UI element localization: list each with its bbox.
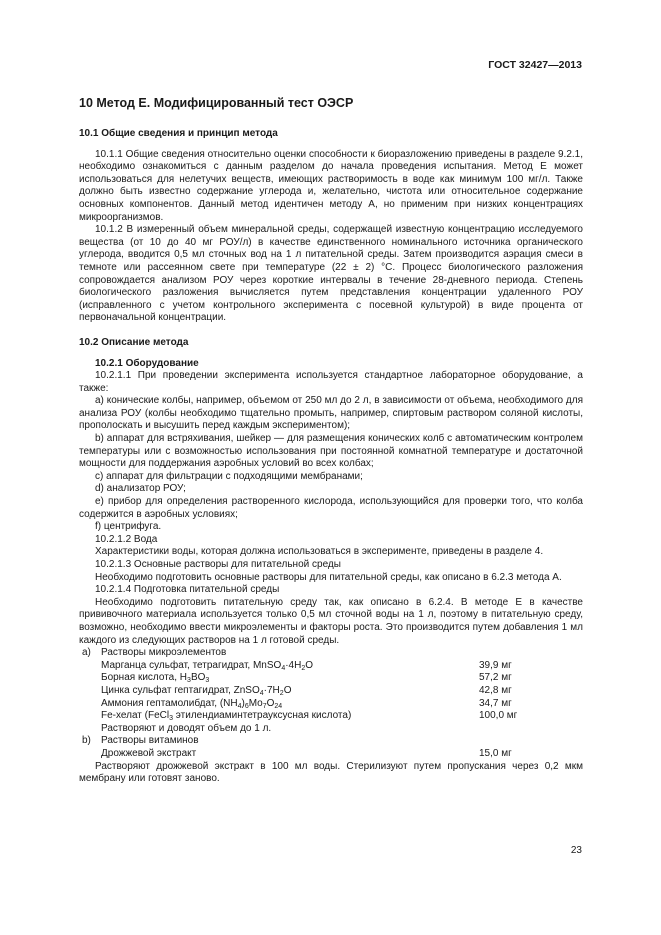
page-number: 23 bbox=[570, 845, 582, 856]
paragraph-prep: Необходимо подготовить питательную среду так, как описано в 6.2.4. В методе Е в качестве прививочного материала используется только 0,5 мл сточной воды на 1 л, поэтому в питательную среду, возможно, необходимо ввести микроэлементы и факторы роста. Это производится путем добавления 1 мл каждого из следующих растворов на 1 л готовой среды. bbox=[79, 596, 583, 646]
group-title: Растворы микроэлементов bbox=[101, 647, 227, 659]
group-title: Растворы витаминов bbox=[101, 735, 199, 747]
paragraph-10-1-2: 10.1.2 В измеренный объем минеральной среды, содержащей известную концентрацию исследуемого вещества (от 10 до 40 мг РОУ/л) в качестве единственного номинального источника органического углерода, вводится 0,5 мл сточных вод на 1 л питательной среды. Затем производится аэрация смеси в темноте или рассеянном свете при температуре (22 ± 2) °С. Процесс биологического разложения сопровождается анализом РОУ через короткие интервалы в течение 28-дневного периода. Степень биологического разложения вычисляется путем представления концентрации удаленного РОУ (исправленного с учетом контрольного эксперимента с посевной культурой) в виде процента от первоначальной концентрации. bbox=[79, 224, 583, 324]
paragraph-prep-title: 10.2.1.4 Подготовка питательной среды bbox=[95, 584, 280, 596]
paragraph-final: Растворяют дрожжевой экстракт в 100 мл воды. Стерилизуют путем пропускания через 0,2 мкм мембрану или готовят заново. bbox=[79, 760, 583, 785]
reagent-amount: 15,0 мг bbox=[479, 747, 512, 759]
reagent-amount: 39,9 мг bbox=[479, 659, 512, 671]
document-body bbox=[79, 128, 583, 786]
group-marker: b) bbox=[82, 735, 91, 747]
table-row bbox=[79, 748, 583, 761]
solution-group-a bbox=[79, 647, 583, 660]
group-marker: a) bbox=[82, 647, 91, 659]
reagent-name: Аммония гептамолибдат, $(NH_4)_6Mo_7O_{24}$ bbox=[101, 697, 283, 710]
solution-note: Растворяют и доводят объем до 1 л. bbox=[101, 722, 272, 734]
list-item-c: c) аппарат для фильтрации с подходящими мембранами; bbox=[95, 470, 363, 482]
list-item-d: d) анализатор РОУ; bbox=[95, 483, 186, 495]
document-code: ГОСТ 32427—2013 bbox=[488, 59, 582, 71]
reagent-name: Борная кислота, $H_3BO_3$ bbox=[101, 672, 210, 685]
table-row bbox=[79, 698, 583, 711]
table-row bbox=[79, 685, 583, 698]
solutions-table bbox=[79, 647, 583, 760]
reagent-name: Цинка сульфат гептагидрат, $ZnSO_4\cdot 7H_2O$ bbox=[101, 684, 292, 697]
paragraph-10-2-1-1: 10.2.1.1 При проведении эксперимента используется стандартное лабораторное оборудование, а также: bbox=[79, 370, 583, 394]
list-item-a: a) конические колбы, например, объемом от 250 мл до 2 л, в зависимости от объема, необходимого для анализа РОУ (колбы необходимо тщательно промыть, например, спиртовым раствором соляной кислоты, прополоскать и высушить перед каждым экспериментом); bbox=[79, 395, 583, 432]
list-item-b: b) аппарат для встряхивания, шейкер — для размещения конических колб с автоматическим контролем температуры или с возможностью использования при постоянной комнатной температуре и достаточной мощности для поддержания аэробных условий во всех колбах; bbox=[79, 433, 583, 470]
solution-group-b bbox=[79, 735, 583, 748]
table-row bbox=[79, 672, 583, 685]
paragraph-water-title: 10.2.1.2 Вода bbox=[95, 533, 158, 545]
reagent-amount: 34,7 мг bbox=[479, 697, 512, 709]
paragraph-10-1-1: 10.1.1 Общие сведения относительно оценки способности к биоразложению приведены в разделе 9.2.1, необходимо ознакомиться с данным разделом до начала проведения испытания. Метод Е может использоваться для нелетучих веществ, имеющих растворимость в воде как минимум 100 мг/л. Также должно быть известно содержание углерода и, желательно, чистота или относительное содержание основных компонентов. Данный метод идентичен методу А, но применим при низких концентрациях микроорганизмов. bbox=[79, 148, 583, 223]
reagent-amount: 42,8 мг bbox=[479, 684, 512, 696]
paragraph-water: Характеристики воды, которая должна использоваться в эксперименте, приведены в разделе 4. bbox=[95, 546, 544, 558]
subsection-title-10-2-1: 10.2.1 Оборудование bbox=[95, 357, 199, 369]
list-item-f: f) центрифуга. bbox=[95, 521, 162, 533]
subsection-title-10-2: 10.2 Описание метода bbox=[79, 336, 189, 348]
reagent-name: Fe-хелат (FeCl$_3$ этилендиаминтетрауксусная кислота) bbox=[101, 710, 352, 723]
reagent-name: Марганца сульфат, тетрагидрат, $MnSO_4\cdot 4H_2O$ bbox=[101, 659, 314, 672]
section-title: 10 Метод Е. Модифицированный тест ОЭСР bbox=[79, 96, 354, 110]
reagent-amount: 57,2 мг bbox=[479, 672, 512, 684]
list-item-e: e) прибор для определения растворенного кислорода, использующийся для проверки того, что колба содержится в аэробных условиях; bbox=[79, 496, 583, 520]
table-row bbox=[79, 660, 583, 673]
subsection-title-10-1: 10.1 Общие сведения и принцип метода bbox=[79, 128, 278, 139]
paragraph-stock-title: 10.2.1.3 Основные растворы для питательной среды bbox=[95, 559, 341, 570]
reagent-name: Дрожжевой экстракт bbox=[101, 747, 197, 759]
paragraph-stock: Необходимо подготовить основные растворы для питательной среды, как описано в 6.2.3 метода А. bbox=[95, 571, 562, 583]
reagent-amount: 100,0 мг bbox=[479, 710, 518, 722]
table-row bbox=[79, 710, 583, 723]
table-row bbox=[79, 723, 583, 736]
